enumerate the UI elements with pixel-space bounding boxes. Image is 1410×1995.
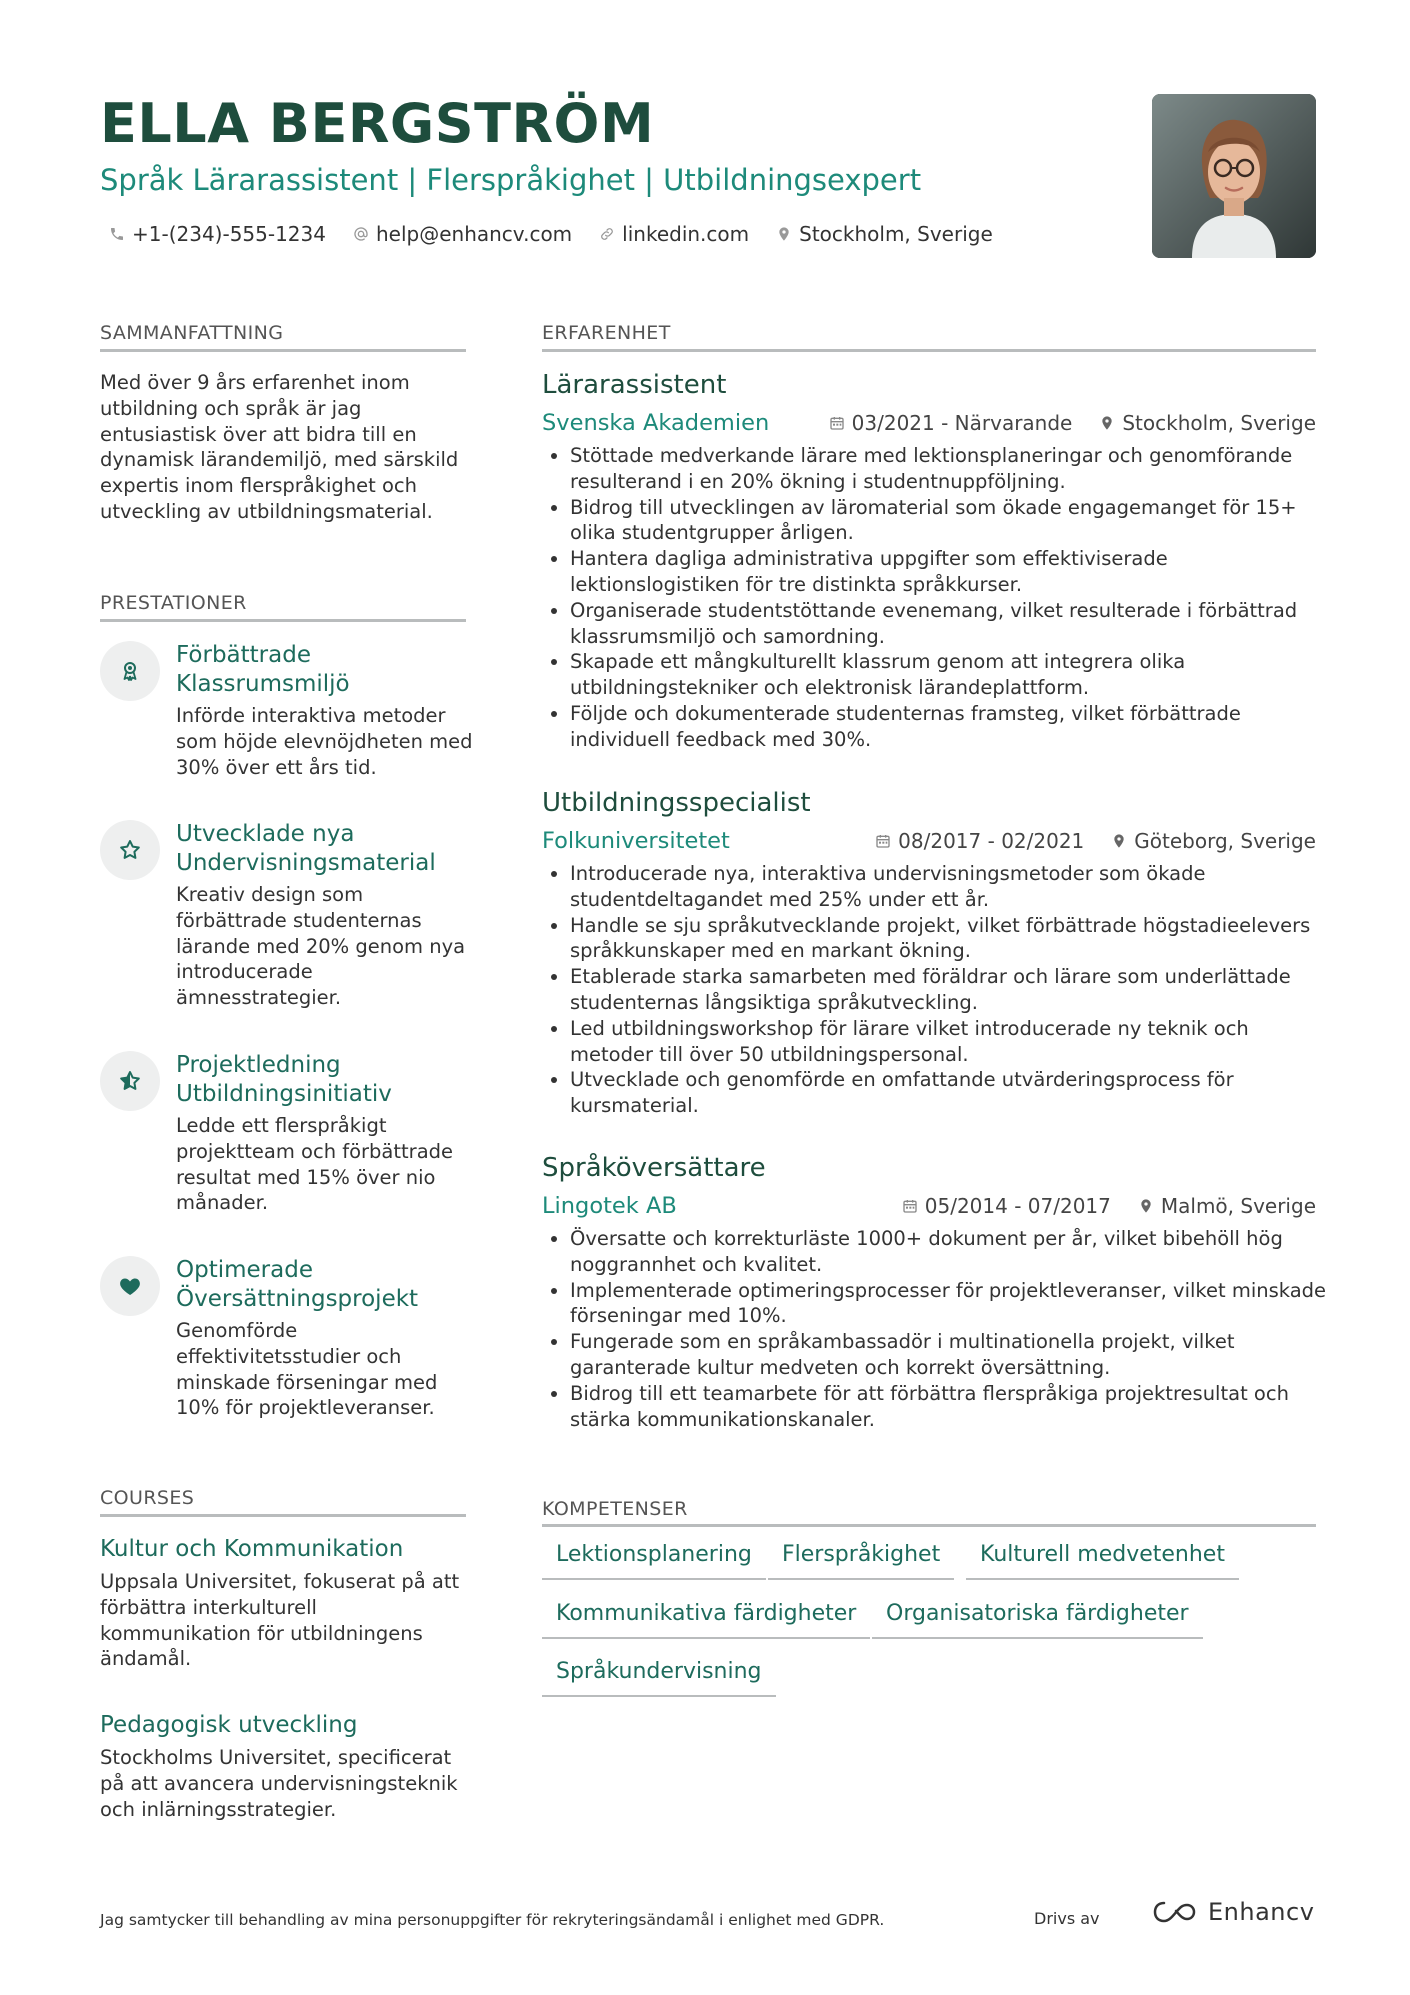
experience-divider — [542, 349, 1316, 352]
list-item: Bidrog till utvecklingen av läromaterial som ökade engagemanget för 15+ olika studentgrupper årligen. — [548, 495, 1328, 547]
achievement-description: Införde interaktiva metoder som höjde elevnöjdheten med 30% över ett års tid. — [176, 704, 473, 779]
job-bullets — [548, 861, 1328, 1119]
achievement-badge — [100, 641, 160, 701]
skill-tag: Lektionsplanering — [542, 1540, 766, 1580]
contact-phone — [108, 220, 326, 248]
phone-icon — [108, 225, 126, 243]
job-title: Språköversättare — [542, 1153, 766, 1183]
course-title: Kultur och Kommunikation — [100, 1536, 404, 1562]
job-meta — [874, 827, 1316, 855]
achievement-title: Optimerade Översättningsprojekt — [176, 1257, 419, 1312]
skills-divider — [542, 1524, 1316, 1527]
list-item: Handle se sju språkutvecklande projekt, vilket förbättrade högstadieelevers språkkunskaper med en markant ökning. — [548, 913, 1328, 965]
course-description: Stockholms Universitet, specificerat på att avancera undervisningsteknik och inlärningsstrategier. — [100, 1746, 458, 1821]
job-company: Lingotek AB — [542, 1193, 677, 1219]
course-description: Uppsala Universitet, fokuserat på att förbättra interkulturell kommunikation för utbildningens ändamål. — [100, 1570, 460, 1671]
list-item: Utvecklade och genomförde en omfattande utvärderingsprocess för kursmaterial. — [548, 1067, 1328, 1119]
job-bullets — [548, 443, 1328, 753]
award-icon — [118, 659, 142, 683]
list-item: Organiserade studentstöttande evenemang, vilket resulterade i förbättrad klassrumsmiljö och samordning. — [548, 598, 1328, 650]
achievement-badge — [100, 820, 160, 880]
job-company: Folkuniversitetet — [542, 828, 730, 854]
contact-bar — [108, 220, 1019, 248]
list-item: Fungerade som en språkambassadör i multinationella projekt, vilket garanterade kultur medveten och korrekt översättning. — [548, 1329, 1328, 1381]
heart-icon — [118, 1274, 142, 1298]
calendar-icon — [828, 414, 846, 432]
enhancv-logo[interactable] — [1152, 1898, 1314, 1926]
list-item: Etablerade starka samarbeten med föräldrar och lärare som underlättade studenternas långsiktiga språkutveckling. — [548, 964, 1328, 1016]
job-meta — [828, 409, 1316, 437]
job-location: Stockholm, Sverige — [1122, 411, 1316, 435]
job-bullets — [548, 1226, 1328, 1432]
list-item: Bidrog till ett teamarbete för att förbättra flerspråkiga projektresultat och stärka kommunikationskanaler. — [548, 1381, 1328, 1433]
job-title: Lärarassistent — [542, 370, 727, 400]
summary-divider — [100, 349, 466, 352]
location-text: Stockholm, Sverige — [799, 222, 993, 246]
list-item: Skapade ett mångkulturellt klassrum genom att integrera olika utbildningstekniker och elektronisk lärandeplattform. — [548, 649, 1328, 701]
job-dates: 05/2014 - 07/2017 — [924, 1194, 1111, 1218]
achievement-description: Genomförde effektivitetsstudier och minskade förseningar med 10% för projektleveranser. — [176, 1319, 438, 1420]
contact-email[interactable] — [352, 220, 572, 248]
profile-photo — [1152, 94, 1316, 258]
powered-by-label: Drivs av — [1034, 1909, 1100, 1928]
gdpr-consent-text: Jag samtycker till behandling av mina personuppgifter för rekryteringsändamål i enlighet med GDPR. — [100, 1911, 885, 1929]
achievement-item — [100, 1051, 480, 1215]
job-location: Göteborg, Sverige — [1134, 829, 1316, 853]
list-item: Implementerade optimeringsprocesser för projektleveranser, vilket minskade förseningar med 10%. — [548, 1278, 1328, 1330]
courses-heading: COURSES — [100, 1487, 195, 1509]
achievement-title: Förbättrade Klassrumsmiljö — [176, 642, 350, 697]
list-item: Introducerade nya, interaktiva undervisningsmetoder som ökade studentdeltagandet med 25% under ett år. — [548, 861, 1328, 913]
list-item: Hantera dagliga administrativa uppgifter som effektiviserade lektionslogistiken för tre distinkta språkkurser. — [548, 546, 1328, 598]
summary-heading: SAMMANFATTNING — [100, 322, 284, 344]
list-item: Följde och dokumenterade studenternas framsteg, vilket förbättrade individuell feedback med 30%. — [548, 701, 1328, 753]
contact-location — [775, 220, 993, 248]
list-item: Översatte och korrekturläste 1000+ dokument per år, vilket bibehöll hög noggrannhet och kvalitet. — [548, 1226, 1328, 1278]
achievement-title: Utvecklade nya Undervisningsmaterial — [176, 821, 436, 876]
achievement-description: Ledde ett flerspråkigt projektteam och förbättrade resultat med 15% över nio månader. — [176, 1114, 454, 1215]
linkedin-text: linkedin.com — [622, 222, 750, 246]
location-pin-icon — [1110, 832, 1128, 850]
achievement-title: Projektledning Utbildningsinitiativ — [176, 1052, 392, 1107]
job-dates: 08/2017 - 02/2021 — [898, 829, 1085, 853]
calendar-icon — [901, 1197, 919, 1215]
list-item: Stöttade medverkande lärare med lektionsplaneringar och genomförande resulterand i en 20% ökning i studentnuppföljning. — [548, 443, 1328, 495]
achievement-description: Kreativ design som förbättrade studenternas lärande med 20% genom nya introducerade ämnesstrategier. — [176, 883, 466, 1010]
skill-tag: Organisatoriska färdigheter — [872, 1599, 1203, 1639]
skill-tag: Kulturell medvetenhet — [966, 1540, 1239, 1580]
email-text: help@enhancv.com — [375, 222, 573, 246]
achievements-divider — [100, 619, 466, 622]
job-meta — [901, 1192, 1316, 1220]
star-outline-icon — [118, 838, 142, 862]
candidate-headline: Språk Lärarassistent | Flerspråkighet | Utbildningsexpert — [100, 163, 922, 197]
achievement-badge — [100, 1051, 160, 1111]
at-sign-icon — [352, 225, 370, 243]
achievements-heading: PRESTATIONER — [100, 592, 247, 614]
contact-linkedin[interactable] — [598, 220, 749, 248]
location-pin-icon — [775, 225, 793, 243]
courses-divider — [100, 1514, 466, 1517]
course-title: Pedagogisk utveckling — [100, 1712, 358, 1738]
skill-tag: Kommunikativa färdigheter — [542, 1599, 870, 1639]
summary-text: Med över 9 års erfarenhet inom utbildning och språk är jag entusiastisk över att bidra till en dynamisk lärandemiljö, med särskild expertis inom flerspråkighet och utveckling av utbildningsmaterial. — [100, 371, 459, 523]
skill-tag: Språkundervisning — [542, 1657, 776, 1697]
calendar-icon — [874, 832, 892, 850]
job-dates: 03/2021 - Närvarande — [851, 411, 1073, 435]
enhancv-logo-text: Enhancv — [1208, 1898, 1315, 1926]
enhancv-logo-icon — [1152, 1899, 1200, 1925]
star-half-icon — [118, 1069, 142, 1093]
achievement-badge — [100, 1256, 160, 1316]
candidate-name: ELLA BERGSTRÖM — [100, 92, 655, 155]
skills-heading: KOMPETENSER — [542, 1498, 688, 1520]
achievement-item — [100, 820, 480, 1010]
job-location: Malmö, Sverige — [1160, 1194, 1316, 1218]
skill-tag: Flerspråkighet — [768, 1540, 954, 1580]
link-icon — [598, 225, 616, 243]
list-item: Led utbildningsworkshop för lärare vilket introducerade ny teknik och metoder till över 50 utbildningspersonal. — [548, 1016, 1328, 1068]
achievement-item — [100, 641, 480, 791]
location-pin-icon — [1137, 1197, 1155, 1215]
achievement-item — [100, 1256, 480, 1426]
phone-text: +1-(234)-555-1234 — [132, 222, 326, 246]
job-company: Svenska Akademien — [542, 410, 770, 436]
job-title: Utbildningsspecialist — [542, 788, 811, 818]
location-pin-icon — [1098, 414, 1116, 432]
experience-heading: ERFARENHET — [542, 322, 671, 344]
